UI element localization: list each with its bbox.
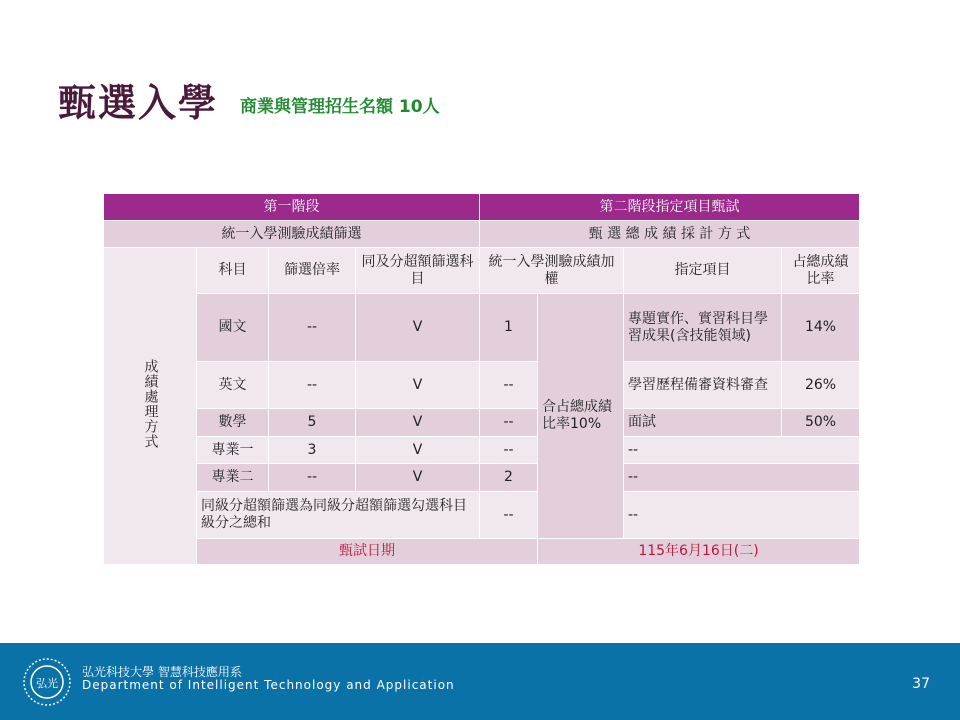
item-cell: -- bbox=[624, 492, 860, 539]
side-label: 成績處理方式 bbox=[142, 358, 159, 449]
table-row bbox=[104, 409, 860, 437]
tie-cell: V bbox=[356, 294, 480, 362]
stage2-subheader: 甄 選 總 成 績 採 計 方 式 bbox=[480, 221, 860, 248]
weight-cell: -- bbox=[480, 362, 538, 409]
pct-cell: 26% bbox=[782, 362, 860, 409]
ratio-cell: 3 bbox=[269, 437, 356, 464]
date-label: 甄試日期 bbox=[197, 539, 538, 565]
footer-school: 弘光科技大學 智慧科技應用系 bbox=[82, 665, 242, 679]
item-cell: 面試 bbox=[624, 409, 782, 437]
subject-cell: 英文 bbox=[197, 362, 269, 409]
school-logo-icon bbox=[22, 657, 72, 707]
table-row bbox=[104, 437, 860, 464]
tie-cell: V bbox=[356, 362, 480, 409]
col-subject: 科目 bbox=[197, 248, 269, 294]
stage1-header: 第一階段 bbox=[104, 194, 480, 221]
weight-cell: 1 bbox=[480, 294, 538, 362]
tie-cell: V bbox=[356, 464, 480, 492]
tie-note-cell: 同級分超額篩選為同級分超額篩選勾選科目級分之總和 bbox=[197, 492, 480, 539]
pct-cell: 14% bbox=[782, 294, 860, 362]
admission-table bbox=[103, 193, 860, 565]
page-number: 37 bbox=[912, 676, 930, 692]
col-pct: 占總成績比率 bbox=[782, 248, 860, 294]
stage-sub-row bbox=[104, 221, 860, 248]
weight-cell: -- bbox=[480, 437, 538, 464]
subject-cell: 專業二 bbox=[197, 464, 269, 492]
slide-title: 甄選入學 bbox=[58, 81, 219, 125]
tie-cell: V bbox=[356, 409, 480, 437]
col-ratio: 篩選倍率 bbox=[269, 248, 356, 294]
logo-text: 弘光 bbox=[36, 677, 58, 690]
subject-cell: 國文 bbox=[197, 294, 269, 362]
ratio-cell: 5 bbox=[269, 409, 356, 437]
col-item: 指定項目 bbox=[624, 248, 782, 294]
ratio-cell: -- bbox=[269, 464, 356, 492]
table-row bbox=[104, 362, 860, 409]
date-row bbox=[104, 539, 860, 565]
side-label-cell bbox=[104, 248, 197, 565]
item-cell: -- bbox=[624, 464, 860, 492]
tie-cell: V bbox=[356, 437, 480, 464]
combined-ratio-cell: 合占總成績比率10% bbox=[538, 294, 624, 539]
weight-cell: -- bbox=[480, 492, 538, 539]
ratio-cell: -- bbox=[269, 362, 356, 409]
slide-subtitle: 商業與管理招生名額 10人 bbox=[240, 97, 440, 117]
table-row bbox=[104, 294, 860, 362]
item-cell: 專題實作、實習科目學習成果(含技能領域) bbox=[624, 294, 782, 362]
subject-cell: 數學 bbox=[197, 409, 269, 437]
ratio-cell: -- bbox=[269, 294, 356, 362]
stage2-header: 第二階段指定項目甄試 bbox=[480, 194, 860, 221]
weight-cell: -- bbox=[480, 409, 538, 437]
weight-cell: 2 bbox=[480, 464, 538, 492]
footer-dept: Department of Intelligent Technology and Application bbox=[82, 678, 455, 692]
table-row bbox=[104, 492, 860, 539]
col-tie: 同及分超額篩選科目 bbox=[356, 248, 480, 294]
table-row bbox=[104, 464, 860, 492]
item-cell: 學習歷程備審資料審查 bbox=[624, 362, 782, 409]
subject-cell: 專業一 bbox=[197, 437, 269, 464]
item-cell: -- bbox=[624, 437, 860, 464]
stage-header-row bbox=[104, 194, 860, 221]
col-weight: 統一入學測驗成績加權 bbox=[480, 248, 624, 294]
pct-cell: 50% bbox=[782, 409, 860, 437]
date-value: 115年6月16日(二) bbox=[538, 539, 860, 565]
column-header-row bbox=[104, 248, 860, 294]
stage1-subheader: 統一入學測驗成績篩選 bbox=[104, 221, 480, 248]
